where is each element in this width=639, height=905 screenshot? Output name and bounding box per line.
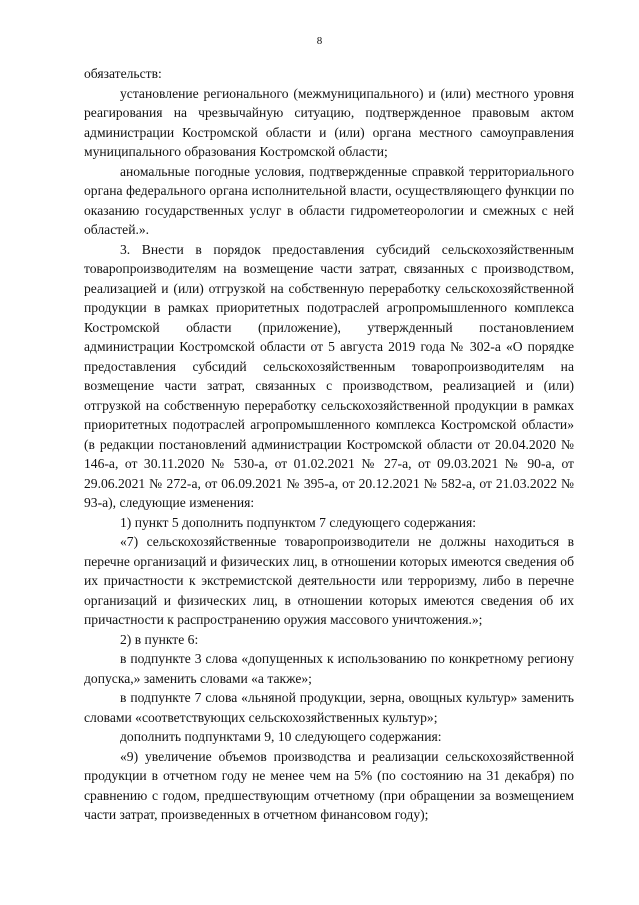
paragraph: 2) в пункте 6: (120, 631, 199, 647)
paragraph: аномальные погодные условия, подтвержденные справкой территориального органа федерального органа исполнительной власти, осуществляющего функции по оказанию государственных услуг в области гидрометеорологии и смежных с ней областей.». (84, 163, 574, 237)
paragraph: 1) пункт 5 дополнить подпунктом 7 следующего содержания: (120, 514, 477, 530)
paragraph: установление регионального (межмуниципального) и (или) местного уровня реагирования на чрезвычайную ситуацию, подтвержденное правовым актом администрации Костромской области и (или) органа местного самоуправления муниципального образования Костромской области; (84, 85, 574, 159)
page-number: 8 (316, 35, 323, 47)
paragraph: «9) увеличение объемов производства и реализации сельскохозяйственной продукции в отчетном году не менее чем на 5% (по состоянию на 31 декабря) по сравнению с годом, предшествующим отчетному (при обращении за возмещением части затрат, произведенных в отчетном финансовом году); (84, 748, 574, 822)
paragraph: 3. Внести в порядок предоставления субсидий сельскохозяйственным товаропроизводителям на возмещение части затрат, связанных с производством, реализацией и (или) отгрузкой на собственную переработку сельскохозяйственной продукции в рамках приоритетных подотраслей агропромышленного комплекса Костромской области (приложение), утвержденный постановлением администрации Костромской области от 5 августа 2019 года № 302-а «О порядке предоставления субсидий сельскохозяйственным товаропроизводителям на возмещение части затрат, связанных с производством, реализацией и (или) отгрузкой на собственную переработку сельскохозяйственной продукции в рамках приоритетных подотраслей агропромышленного комплекса Костромской области» (в редакции постановлений администрации Костромской области от 20.04.2020 № 146-а, от 30.11.2020 № 530-а, от 01.02.2021 № 27-а, от 09.03.2021 № 90-а, от 29.06.2021 № 272-а, от 06.09.2021 № 395-а, от 20.12.2021 № 582-а, от 21.03.2022 № 93-а), следующие изменения: (84, 241, 574, 510)
paragraph: «7) сельскохозяйственные товаропроизводители не должны находиться в перечне организаций и физических лиц, в отношении которых имеются сведения об их причастности к экстремистской деятельности или терроризму, либо в перечне организаций и физических лиц, в отношении которых имеются сведения об их причастности к распространению оружия массового уничтожения.»; (84, 534, 574, 627)
document-body (84, 64, 574, 825)
paragraph: обязательств: (84, 66, 162, 81)
paragraph: в подпункте 7 слова «льняной продукции, зерна, овощных культур» заменить словами «соответствующих сельскохозяйственных культур»; (84, 690, 574, 725)
paragraph: в подпункте 3 слова «допущенных к использованию по конкретному региону допуска,» заменить словами «а также»; (84, 651, 574, 686)
paragraph: дополнить подпунктами 9, 10 следующего содержания: (120, 729, 442, 744)
